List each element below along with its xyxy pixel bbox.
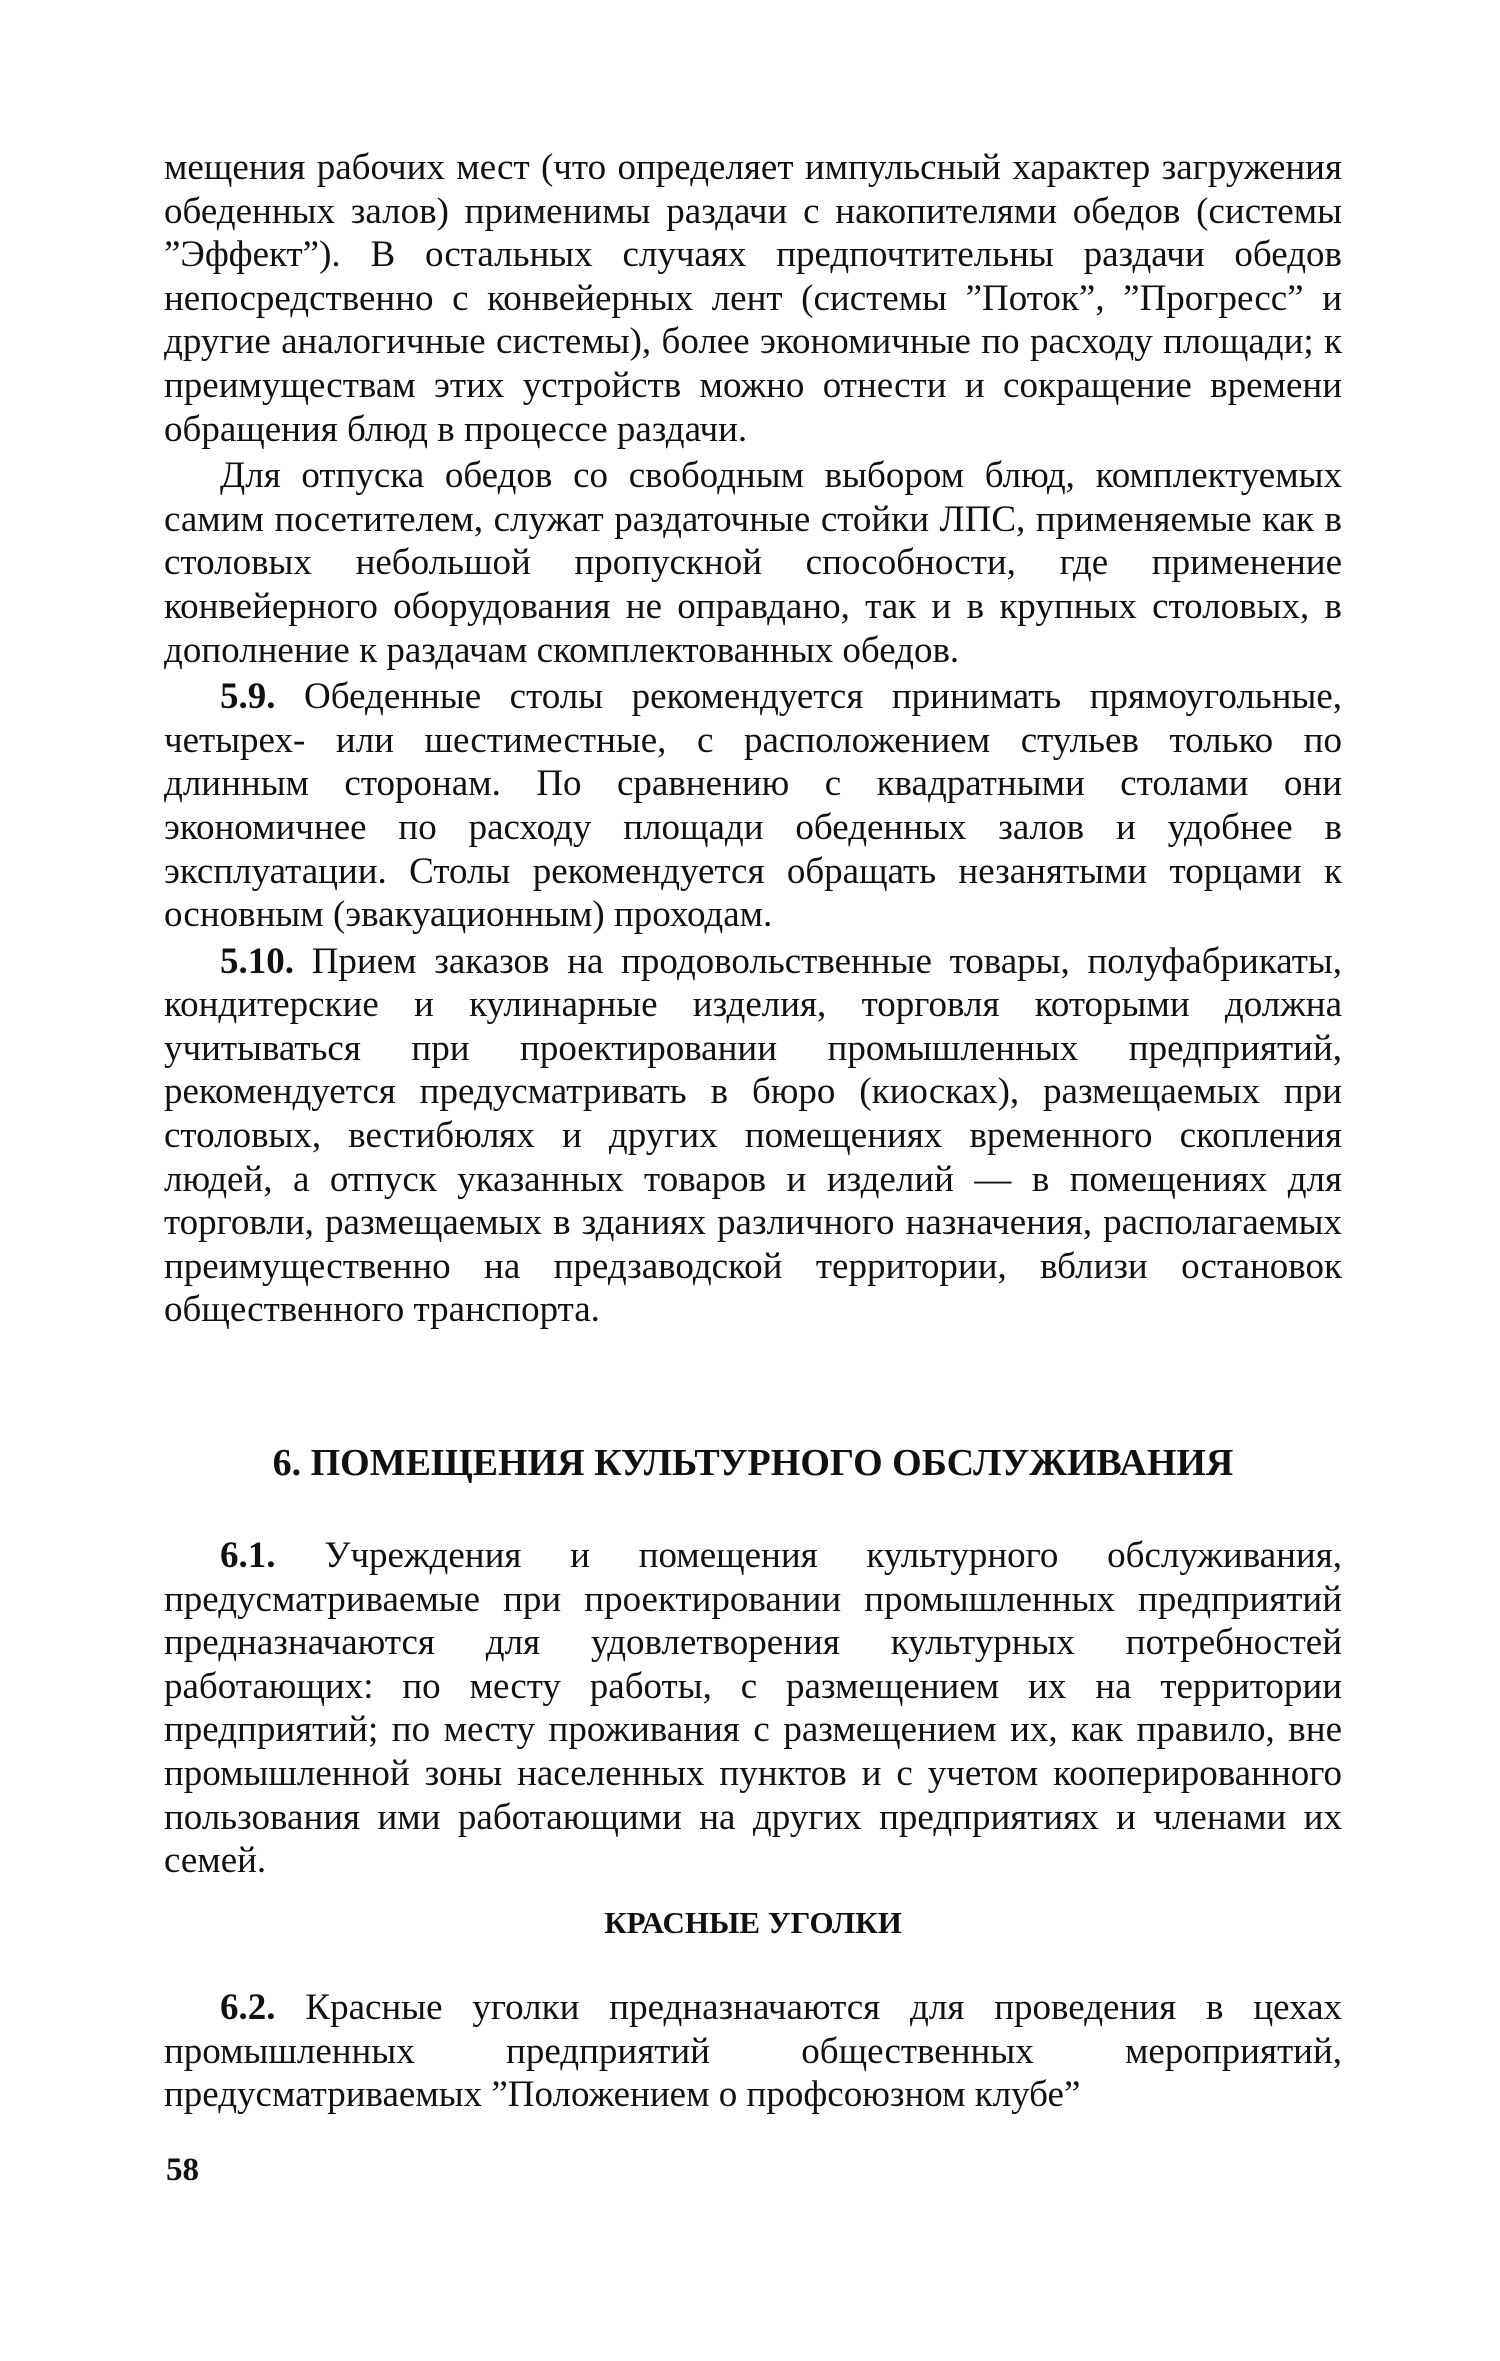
paragraph-text: Прием заказов на продовольственные товары, полуфабрикаты, кондитерские и кулинарные изделия, торговля которыми должна учитываться при проектировании промышленных предприятий, рекомендуется предусматривать в бюро (киосках), размещаемых при столовых, вестибюлях и других помещениях временного скопления людей, а отпуск указанных товаров и изделий — в помещениях для торговли, размещаемых в зданиях различного назначения, располагаемых преимущественно на предзаводской территории, вблизи остановок общественного транспорта. [164,940,1343,1331]
paragraph-text: Учреждения и помещения культурного обслуживания, предусматриваемые при проектировании промышленных предприятий предназначаются для удовлетворения культурных потребностей работающих: по месту работы, с размещением их на территории предприятий; по месту проживания с размещением их, как правило, вне промышленной зоны населенных пунктов и с учетом кооперированного пользования ими работающими на других предприятиях и членами их семей. [164,1535,1343,1882]
paragraph-text: мещения рабочих мест (что определяет импульсный характер загружения обеденных залов) применимы раздачи с накопителями обедов (системы ”Эффект”). В остальных случаях предпочтительны раздачи обедов непосредственно с конвейерных лент (системы ”Поток”, ”Прогресс” и другие аналогичные системы), более экономичные по расходу площади; к преимуществам этих устройств можно отнести и сокращение времени обращения блюд в процессе раздачи. [164,147,1342,450]
paragraph-lps [164,454,1342,672]
section-text-block [164,1534,1342,1883]
clause-number: 5.9. [220,676,276,718]
paragraph-continuation [164,146,1342,451]
section-heading: 6. ПОМЕЩЕНИЯ КУЛЬТУРНОГО ОБСЛУЖИВАНИЯ [272,1442,1234,1484]
paragraph-text: Красные уголки предназначаются для проведения в цехах промышленных предприятий общественных мероприятий, предусматриваемых ”Положением о профсоюзном клубе” [164,1987,1342,2116]
body-text-block [164,146,1342,1332]
clause-number: 6.1. [220,1535,276,1576]
page-number: 58 [166,2152,199,2188]
paragraph-5-9 [164,675,1342,937]
subsection-heading: КРАСНЫЕ УГОЛКИ [604,1905,902,1940]
paragraph-text: Обеденные столы рекомендуется принимать прямоугольные, четырех- или шестиместные, с расположением стульев только по длинным сторонам. По сравнению с квадратными столами они экономичнее по расходу площади обеденных залов и удобнее в эксплуатации. Столы рекомендуется обращать незанятыми торцами к основным (эвакуационным) проходам. [164,676,1342,936]
clause-number: 5.10. [220,940,294,982]
paragraph-6-2 [164,1986,1342,2117]
paragraph-5-10 [164,940,1342,1332]
subsection-text-block [164,1986,1342,2117]
clause-number: 6.2. [220,1987,276,2028]
paragraph-text: Для отпуска обедов со свободным выбором блюд, комплектуемых самим посетителем, служат раздаточные стойки ЛПС, применяемые как в столовых небольшой пропускной способности, где применение конвейерного оборудования не оправдано, так и в крупных столовых, в дополнение к раздачам скомплектованных обедов. [164,455,1342,671]
paragraph-6-1 [164,1534,1342,1883]
